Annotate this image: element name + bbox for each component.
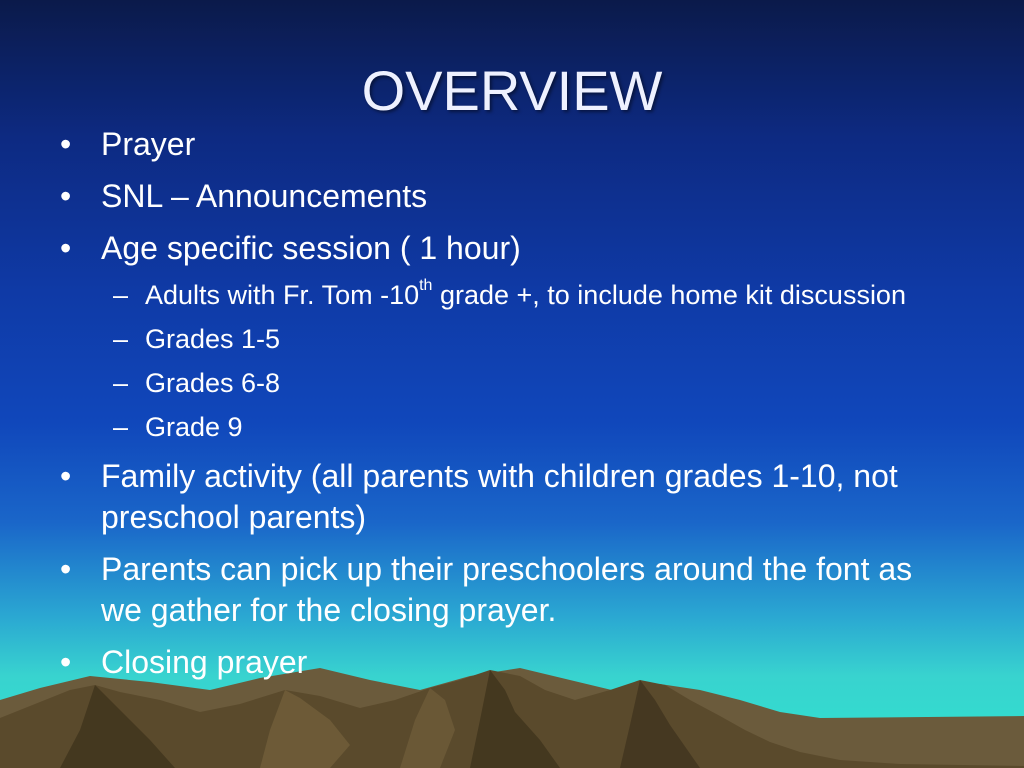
bullet-text: Family activity (all parents with children grades 1-10, not preschool parents): [101, 458, 898, 535]
dash-icon: –: [113, 412, 129, 442]
bullet-list: [60, 124, 960, 683]
bullet-icon: •: [60, 458, 72, 494]
bullet-icon: •: [60, 644, 72, 680]
bullet-icon: •: [60, 551, 72, 587]
sub-bullet-item: [113, 277, 960, 313]
sub-bullet-text: Grades 1-5: [145, 324, 281, 354]
bullet-icon: •: [60, 230, 72, 266]
sub-bullet-item: [113, 321, 960, 357]
bullet-text: Parents can pick up their preschoolers around the font as we gather for the closing prayer.: [101, 551, 913, 628]
bullet-item: [60, 176, 960, 217]
dash-icon: –: [113, 368, 129, 398]
superscript-text: th: [419, 277, 433, 294]
bullet-icon: •: [60, 126, 72, 162]
bullet-item: [60, 124, 960, 165]
sub-bullet-text: Grades 6-8: [145, 368, 281, 398]
dash-icon: –: [113, 324, 129, 354]
bullet-text: Age specific session ( 1 hour): [101, 230, 521, 266]
sub-bullet-item: [113, 365, 960, 401]
slide-title: OVERVIEW: [361, 59, 663, 122]
bullet-item: [60, 228, 960, 269]
sub-bullet-text: Grade 9: [145, 412, 243, 442]
bullet-text: Prayer: [101, 126, 196, 162]
sub-bullet-item: [113, 409, 960, 445]
dash-icon: –: [113, 280, 129, 310]
bullet-item: [60, 456, 960, 538]
bullet-item: [60, 549, 960, 631]
bullet-text: SNL – Announcements: [101, 178, 428, 214]
bullet-icon: •: [60, 178, 72, 214]
sub-bullet-text-start: Adults with Fr. Tom -10: [145, 280, 420, 310]
bullet-text: Closing prayer: [101, 644, 308, 680]
bullet-item: [60, 642, 960, 683]
sub-bullet-text-end: grade +, to include home kit discussion: [432, 280, 906, 310]
